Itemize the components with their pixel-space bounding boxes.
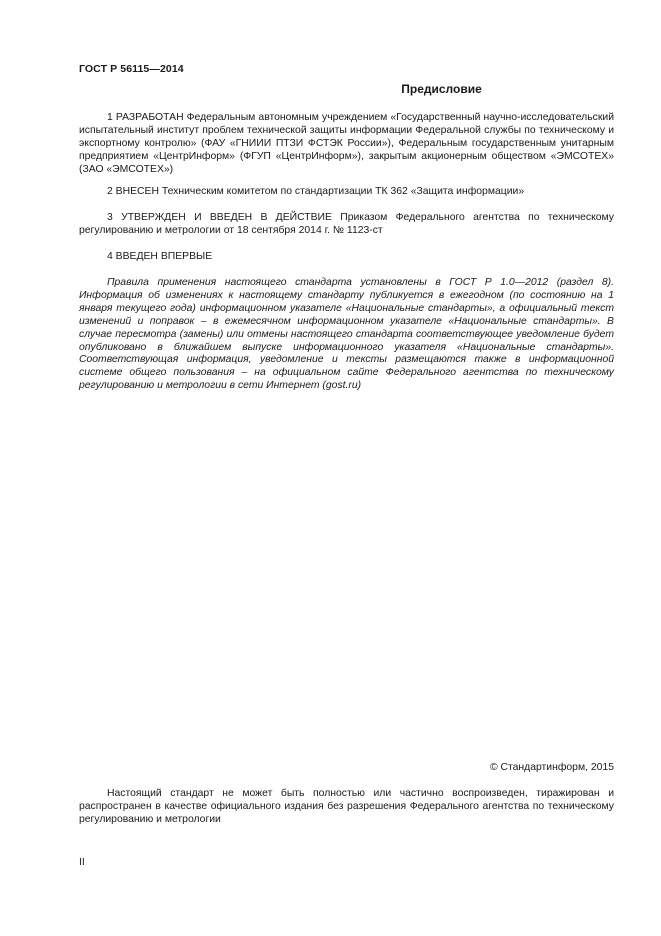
paragraph-introduced-by: 2 ВНЕСЕН Техническим комитетом по стандартизации ТК 362 «Защита информации» — [107, 186, 525, 197]
page-number: II — [79, 857, 85, 868]
page-title-text: Предисловие — [401, 82, 482, 96]
reproduction-notice: Настоящий стандарт не может быть полностью или частично воспроизведен, тиражирован и распространен в качестве официального издания без разрешения Федерального агентства по техническому регулированию и метрологии — [79, 788, 614, 825]
paragraph-approved: 3 УТВЕРЖДЕН И ВВЕДЕН В ДЕЙСТВИЕ Приказом Федерального агентства по техническому регулированию и метрологии от 18 сентября 2014 г. № 1123-ст — [79, 212, 614, 236]
page-title — [79, 82, 615, 96]
paragraph-developed-by: 1 РАЗРАБОТАН Федеральным автономным учреждением «Государственный научно-исследовательский испытательный институт проблем технической защиты информации Федеральной службы по техническому и экспортному контролю» (ФАУ «ГНИИИ ПТЗИ ФСТЭК России»), Федеральным государственным унитарным предприятием «ЦентрИнформ» (ФГУП «ЦентрИнформ»), закрытым акционерным обществом «ЭМСОТЕХ» (ЗАО «ЭМСОТЕХ») — [79, 112, 614, 175]
copyright: © Стандартинформ, 2015 — [489, 762, 614, 773]
paragraph-first-introduced: 4 ВВЕДЕН ВПЕРВЫЕ — [107, 251, 213, 262]
paragraph-application-rules: Правила применения настоящего стандарта установлены в ГОСТ Р 1.0—2012 (раздел 8). Информация об изменениях к настоящему стандарту публикуется в ежегодном (по состоянию на 1 января текущего года) информационном указателе «Национальные стандарты», а официальный текст изменений и поправок – в ежемесячном информационном указателе «Национальные стандарты». В случае пересмотра (замены) или отмены настоящего стандарта соответствующее уведомление будет опубликовано в ближайшем выпуске информационного указателя «Национальные стандарты». Соответствующая информация, уведомление и тексты размещаются также в информационной системе общего пользования – на официальном сайте Федерального агентства по техническому регулированию и метрологии в сети Интернет (gost.ru) — [79, 277, 614, 392]
document-id: ГОСТ Р 56115—2014 — [79, 63, 184, 75]
